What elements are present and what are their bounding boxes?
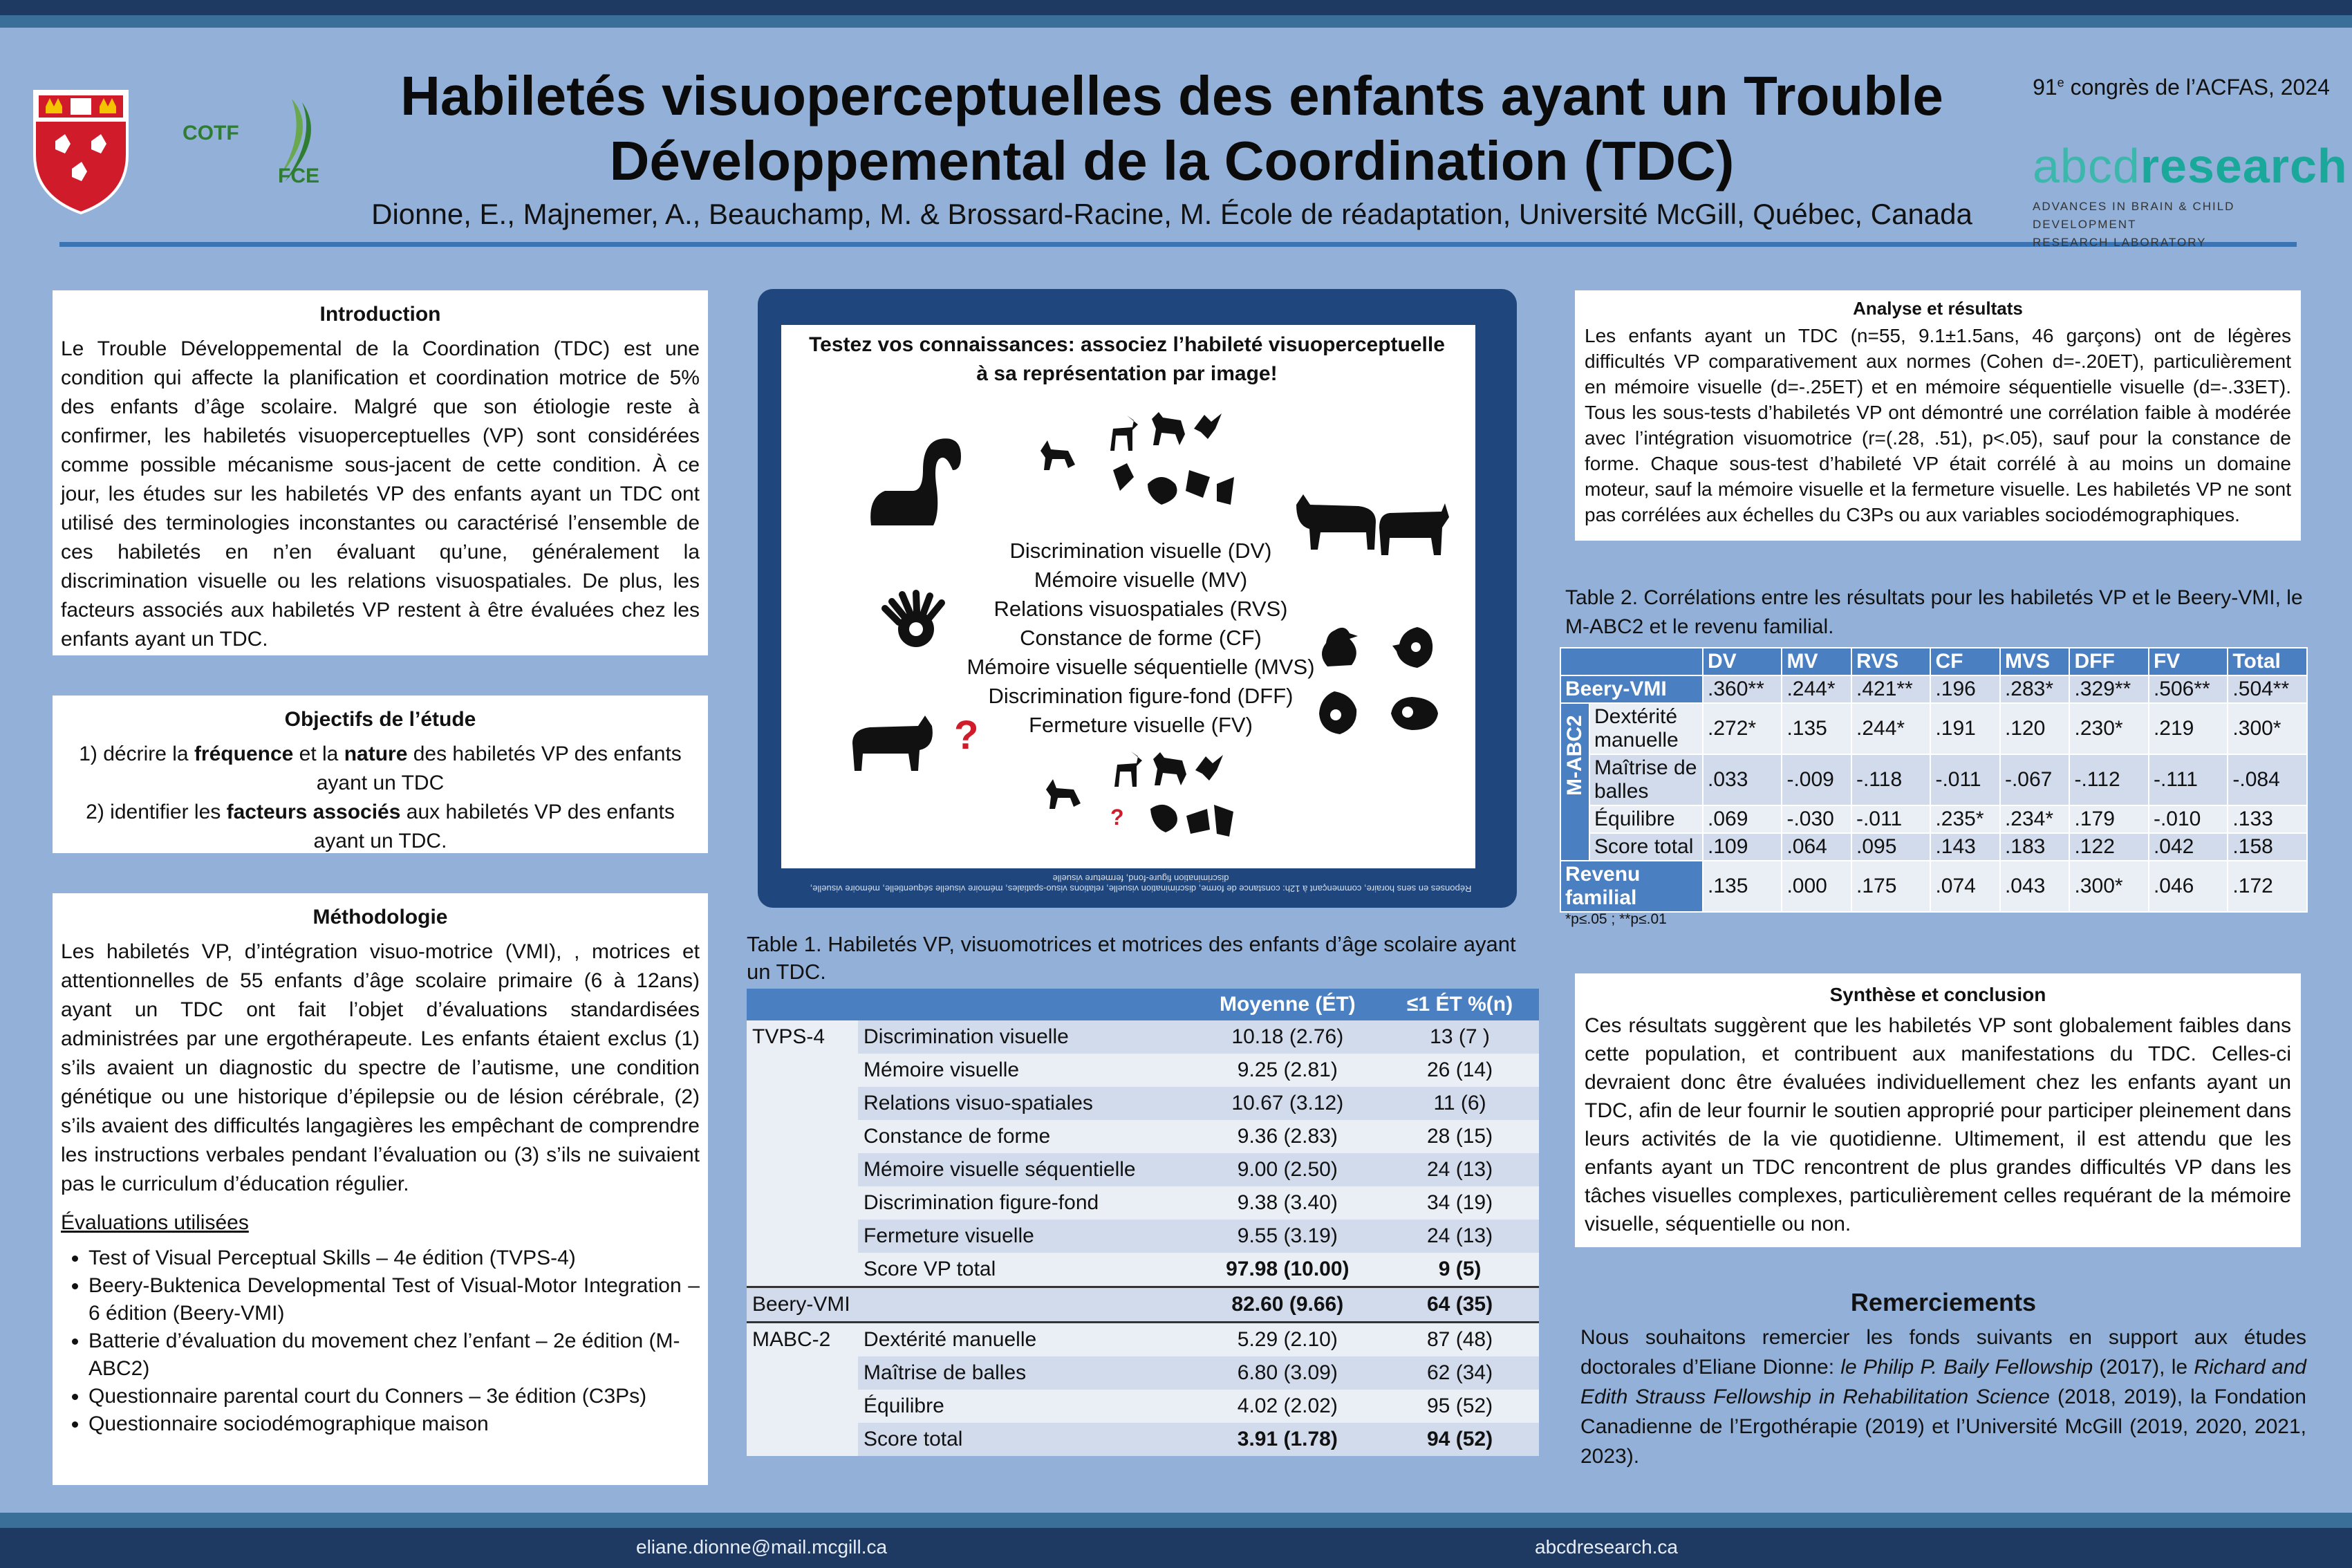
methodology-heading: Méthodologie xyxy=(312,906,448,928)
goat-silhouette-icon xyxy=(1099,412,1141,452)
research-text: research xyxy=(2140,139,2348,193)
table1-header-empty xyxy=(858,989,1195,1020)
cow-silhouette-icon xyxy=(1376,496,1452,559)
table-row: Équilibre 4.02 (2.02) 95 (52) xyxy=(747,1390,1539,1423)
evaluations-list xyxy=(61,1244,700,1438)
analysis-box xyxy=(1575,290,2301,541)
objectives-heading: Objectifs de l’étude xyxy=(284,708,476,731)
evaluation-item: • Beery-Buktenica Developmental Test of Visual-Motor Integration – 6 édition (Beery-VMI) xyxy=(88,1272,700,1327)
table-row: Constance de forme 9.36 (2.83) 28 (15) xyxy=(747,1120,1539,1153)
thanks-section xyxy=(1580,1287,2306,1471)
chick-upside-icon xyxy=(1314,689,1362,738)
table2-header: RVS xyxy=(1851,648,1930,675)
wolf-silhouette-icon xyxy=(1146,407,1188,448)
poster-title: Habiletés visuoperceptuelles des enfants ayant un Trouble Développemental de la Coordination (TDC) xyxy=(400,65,1943,192)
table2-header: DV xyxy=(1703,648,1782,675)
thanks-text: Nous souhaitons remercier les fonds suivants en support aux études doctorales d’Eliane Dionne: le Philip P. Baily Fellowship (2017), le Richard and Edith Strauss Fellowship in Rehabilitation Science (2018, 2019), la Fondation Canadienne de l’Ergothérapie (2019) et l’Université McGill (2019, 2020, 2021, 2023). xyxy=(1580,1326,2306,1468)
table-row: Beery-VMI .360** .244* .421** .196 .283* .329** .506** .504** xyxy=(1560,675,2307,703)
table-row: Mémoire visuelle 9.25 (2.81) 26 (14) xyxy=(747,1054,1539,1087)
quiz-item: Discrimination visuelle (DV) xyxy=(1009,539,1272,563)
fox-silhouette-icon xyxy=(1037,437,1077,472)
fce-text: FCE xyxy=(278,165,319,187)
question-mark-small: ? xyxy=(1110,805,1124,830)
quiz-item: Fermeture visuelle (FV) xyxy=(1029,713,1253,737)
evaluation-item: • Questionnaire sociodémographique maison xyxy=(88,1410,700,1438)
tangled-animals-icon xyxy=(1148,795,1238,843)
methodology-text: Les habiletés VP, d’intégration visuo-motrice (VMI), , motrices et attentionnelles de 55 enfants d’âge scolaire primaire (6 à 12ans) ayant un TDC ont fait l’objet d’évaluations standardisées administrées par une ergothérapeute. Les enfants étaient exclus (1) s’ils avaient un diagnostic du spectre de l’autisme, une condition génétique ou une historique d’épilepsie ou de lésion cérébrale, (2) s’ils avaient des difficultés langagières les empêchant de comprendre les instructions verbales pendant l’évaluation ou (3) s’ils ne suivaient pas le curriculum d’éducation régulier. xyxy=(61,940,700,1195)
top-band xyxy=(0,0,2352,15)
quiz-item: Constance de forme (CF) xyxy=(1020,626,1262,650)
methodology-box xyxy=(53,893,708,1485)
quiz-item: Mémoire visuelle séquentielle (MVS) xyxy=(967,655,1315,679)
quiz-item: Mémoire visuelle (MV) xyxy=(1034,568,1248,592)
quiz-title: Testez vos connaissances: associez l’habileté visuoperceptuelle à sa représentation par image! xyxy=(809,333,1445,385)
quiz-skill-list xyxy=(899,536,1383,740)
lab-subtitle-1: ADVANCES IN BRAIN & CHILD DEVELOPMENT xyxy=(2033,200,2235,231)
swan-silhouette-icon xyxy=(864,429,968,532)
table-row: M-ABC2 Dextérité manuelle .272* .135 .244* .191 .120 .230* .219 .300* xyxy=(1560,703,2307,754)
analysis-heading: Analyse et résultats xyxy=(1853,298,2023,319)
table-row: Fermeture visuelle 9.55 (3.19) 24 (13) xyxy=(747,1220,1539,1253)
introduction-text: Le Trouble Développemental de la Coordination (TDC) est une condition qui affecte la planification et coordination motrice de 5% des enfants d’âge scolaire. Malgré que son étiologie reste à confirmer, les habiletés visuoperceptuelles (VP) sont considérées comme possible mécanisme sous-jacent de cette condition. À ce jour, les études sur les habiletés VP des enfants ayant un TDC ont utilisé des terminologies inconstantes ou caractérisé l’ensemble de ces habiletés en n’en évaluant qu’une, généralement la discrimination visuelle ou les relations visuospatiales. De plus, les facteurs associés aux habiletés VP restent à être évaluées chez les enfants ayant un TDC. xyxy=(61,337,700,651)
table-row: Équilibre .069 -.030 -.011 .235* .234* .179 -.010 .133 xyxy=(1560,805,2307,833)
bird-silhouette-icon xyxy=(1191,408,1225,442)
fox-silhouette-icon xyxy=(1043,776,1083,810)
table-row: Score total .109 .064 .095 .143 .183 .122 .042 .158 xyxy=(1560,833,2307,861)
hands-pattern-icon xyxy=(878,588,954,657)
footer-website[interactable]: abcdresearch.ca xyxy=(1535,1536,1679,1558)
chick-rotated-icon xyxy=(1390,624,1438,672)
abcd-text: abcd xyxy=(2033,139,2140,193)
table2-header: MV xyxy=(1782,648,1851,675)
table2-header: DFF xyxy=(2069,648,2148,675)
table2-header: CF xyxy=(1930,648,2000,675)
table-row: Revenu familial .135 .000 .175 .074 .043 .300* .046 .172 xyxy=(1560,861,2307,912)
objective-2: 2) identifier les facteurs associés aux habiletés VP des enfants ayant un TDC. xyxy=(86,801,675,852)
question-mark-large: ? xyxy=(954,713,979,758)
table-row: Discrimination figure-fond 9.38 (3.40) 34 (19) xyxy=(747,1186,1539,1220)
table1-caption: Table 1. Habiletés VP, visuomotrices et motrices des enfants d’âge scolaire ayant un TDC. xyxy=(747,932,1516,984)
introduction-box xyxy=(53,290,708,655)
table-row: Score total 3.91 (1.78) 94 (52) xyxy=(747,1423,1539,1456)
header-divider xyxy=(59,242,2297,247)
mabc-label: M-ABC2 xyxy=(1563,715,1586,796)
evaluation-item: • Questionnaire parental court du Conners – 3e édition (C3Ps) xyxy=(88,1383,700,1410)
top-band-accent xyxy=(0,15,2352,28)
table-row: TVPS-4 Discrimination visuelle 10.18 (2.76) 13 (7 ) xyxy=(747,1020,1539,1054)
table-row: Maîtrise de balles .033 -.009 -.118 -.011 -.067 -.112 -.111 -.084 xyxy=(1560,754,2307,805)
evaluation-item: • Batterie d’évaluation du movement chez l’enfant – 2e édition (M-ABC2) xyxy=(88,1327,700,1383)
table2 xyxy=(1560,647,2308,913)
abcd-research-logo xyxy=(2033,138,2348,252)
table-row: Score VP total 97.98 (10.00) 9 (5) xyxy=(747,1253,1539,1287)
table1-header-empty xyxy=(747,989,858,1020)
table2-caption: Table 2. Corrélations entre les résultats pour les habiletés VP et le Beery-VMI, le M-ABC2 et le revenu familial. xyxy=(1565,586,2303,638)
table2-note: *p≤.05 ; **p≤.01 xyxy=(1565,911,1667,927)
evaluations-heading: Évaluations utilisées xyxy=(61,1211,249,1234)
chick-sideways-icon xyxy=(1387,693,1442,734)
thanks-heading: Remerciements xyxy=(1850,1288,2037,1316)
wolf-silhouette-icon xyxy=(1148,747,1189,788)
quiz-item: Relations visuospatiales (RVS) xyxy=(993,597,1288,621)
synthesis-heading: Synthèse et conclusion xyxy=(1829,984,2046,1005)
goat-silhouette-icon xyxy=(1103,748,1145,788)
table1 xyxy=(747,989,1539,1456)
quiz-item: Discrimination figure-fond (DFF) xyxy=(988,684,1294,708)
objectives-box xyxy=(53,696,708,853)
quiz-answers-upside-down: Réponses en sens horaire, commençant à 12h: constance de forme, discrimination visuelle, relations visuo-spatiales, mémoire visuelle séquentielle, mémoire visuelle, discrimination figure-fond, fermeture visuelle xyxy=(810,873,1472,894)
analysis-text: Les enfants ayant un TDC (n=55, 9.1±1.5ans, 46 garçons) ont de légères difficultés VP comparativement aux normes (Cohen d=-.20ET), particulièrement en mémoire visuelle (d=-.25ET) et en mémoire séquentielle visuelle (d=-.33ET). Tous les sous-tests d’habiletés VP ont démontré une corrélation faible à modérée avec l’intégration visuomotrice (r=(.28, .51), p<.05), sauf pour la constance de forme. Chaque sous-test d’habileté VP était corrélé à au moins un domaine moteur, sauf la mémoire visuelle et la fermeture visuelle. Les habiletés VP ne sont pas corrélées aux échelles du C3Ps ou aux variables sociodémographiques. xyxy=(1585,325,2291,525)
synthesis-text: Ces résultats suggèrent que les habiletés VP sont globalement faibles dans cette population, et contribuent aux manifestations du TDC. Celles-ci devraient donc être évaluées individuellement chez les enfants ayant un TDC, afin de leur fournir le soutien approprié pour participer pleinement dans leurs activités de la vie quotidienne. Ultimement, il est attendu que les enfants ayant un TDC rencontrent de plus grandes difficultés VP dans les tâches visuelles complexes, particulièrement celles requérant de la mémoire visuelle, séquentielle ou non. xyxy=(1585,1014,2291,1235)
table-row: Mémoire visuelle séquentielle 9.00 (2.50) 24 (13) xyxy=(747,1153,1539,1186)
table-row: Maîtrise de balles 6.80 (3.09) 62 (34) xyxy=(747,1356,1539,1390)
lab-subtitle-2: RESEARCH LABORATORY xyxy=(2033,236,2207,249)
table2-header: MVS xyxy=(2000,648,2070,675)
bottom-band-accent xyxy=(0,1513,2352,1528)
objective-1: 1) décrire la fréquence et la nature des habiletés VP des enfants ayant un TDC xyxy=(79,743,682,794)
mcgill-crest-logo xyxy=(29,86,133,216)
tangled-animals-icon xyxy=(1106,456,1238,512)
table2-header-empty xyxy=(1560,648,1703,675)
table-row: Relations visuo-spatiales 10.67 (3.12) 11 (6) xyxy=(747,1087,1539,1120)
table1-header-pct: ≤1 ÉT %(n) xyxy=(1381,989,1539,1020)
authors: Dionne, E., Majnemer, A., Beauchamp, M. & Brossard-Racine, M. École de réadaptation, Université McGill, Québec, Canada xyxy=(371,198,1972,230)
table-row: MABC-2 Dextérité manuelle 5.29 (2.10) 87 (48) xyxy=(747,1323,1539,1357)
bottom-band xyxy=(0,1528,2352,1568)
bird-silhouette-icon xyxy=(1192,749,1226,784)
footer-email[interactable]: eliane.dionne@mail.mcgill.ca xyxy=(636,1536,888,1558)
table2-header: FV xyxy=(2149,648,2228,675)
bull-side-silhouette-icon xyxy=(849,712,939,774)
bull-silhouette-icon xyxy=(1293,491,1383,553)
introduction-heading: Introduction xyxy=(319,303,441,326)
evaluation-item: • Test of Visual Perceptual Skills – 4e édition (TVPS-4) xyxy=(88,1244,700,1272)
congress-label: 91e congrès de l’ACFAS, 2024 xyxy=(2033,75,2330,100)
chick-silhouette-icon xyxy=(1314,624,1369,672)
table2-header: Total xyxy=(2228,648,2307,675)
table1-header-mean: Moyenne (ÉT) xyxy=(1195,989,1381,1020)
table-row: Beery-VMI 82.60 (9.66) 64 (35) xyxy=(747,1287,1539,1323)
cotf-text: COTF xyxy=(183,122,239,144)
synthesis-box xyxy=(1575,973,2301,1247)
